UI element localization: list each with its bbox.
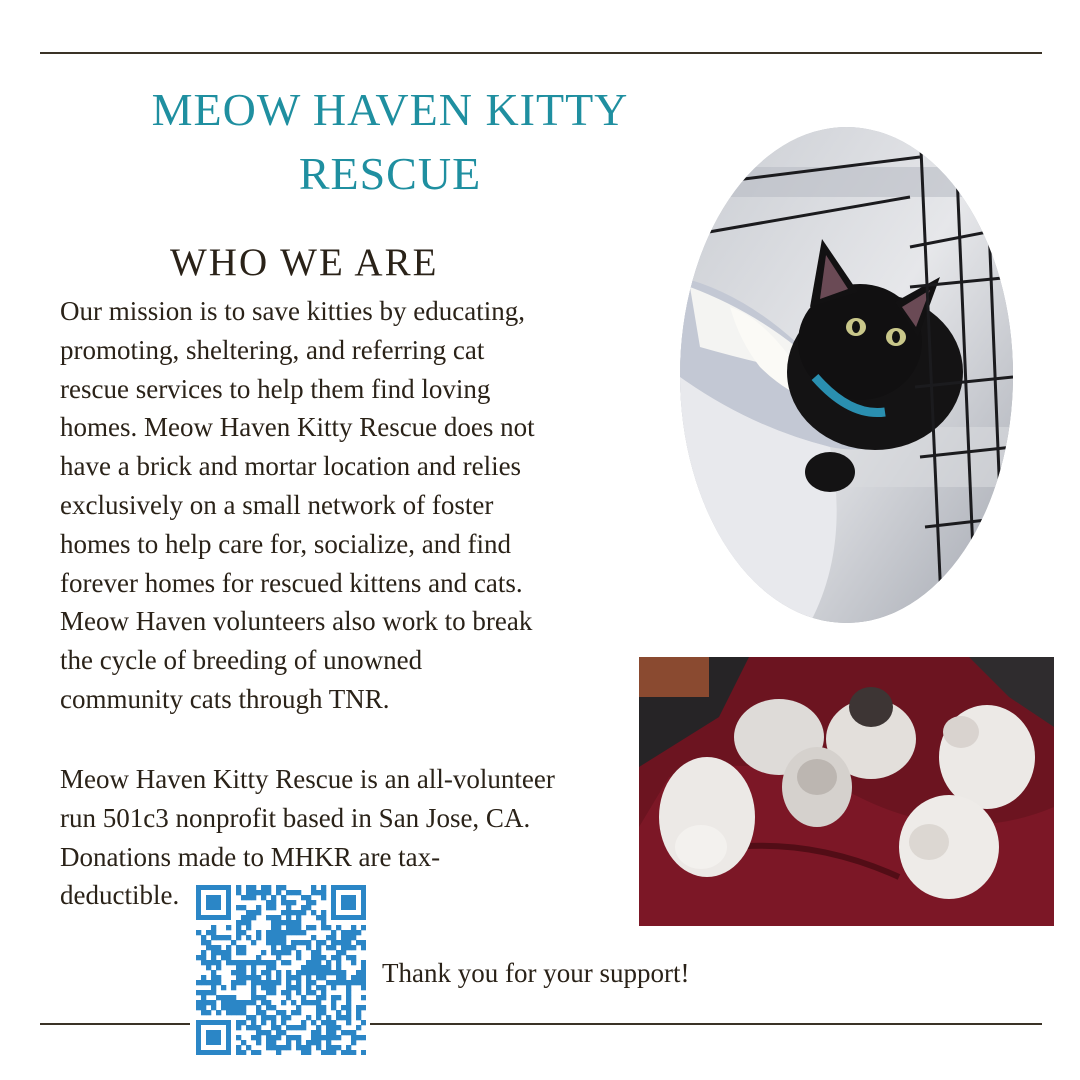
mission-line: rescue services to help them find loving (60, 373, 491, 404)
section-heading: WHO WE ARE (170, 241, 439, 284)
page-title: MEOW HAVEN KITTY RESCUE (151, 84, 629, 199)
mission-paragraph (60, 292, 620, 719)
white-kittens-photo (639, 657, 1054, 926)
bottom-rule-left (40, 1023, 190, 1025)
white-kittens-illustration (639, 657, 1054, 926)
nonprofit-line: Donations made to MHKR are tax- (60, 841, 441, 872)
qr-code-icon (196, 885, 366, 1055)
mission-line: homes. Meow Haven Kitty Rescue does not (60, 412, 535, 443)
top-rule (40, 52, 1042, 54)
mission-line: promoting, sheltering, and referring cat (60, 334, 485, 365)
bottom-rule-right (370, 1023, 1042, 1025)
mission-line: Meow Haven volunteers also work to break (60, 606, 533, 637)
black-kitten-illustration (680, 127, 1013, 623)
mission-line: Our mission is to save kitties by educating, (60, 296, 525, 326)
thank-you-text: Thank you for your support! (382, 958, 690, 988)
nonprofit-line: deductible. (60, 880, 180, 911)
mission-line: the cycle of breeding of unowned (60, 645, 423, 676)
mission-line: forever homes for rescued kittens and cats. (60, 567, 523, 598)
mission-line: homes to help care for, socialize, and find (60, 528, 511, 559)
black-kitten-photo (680, 127, 1013, 623)
nonprofit-line: Meow Haven Kitty Rescue is an all-volunteer (60, 764, 555, 794)
mission-line: community cats through TNR. (60, 683, 390, 714)
mission-line: exclusively on a small network of foster (60, 489, 494, 520)
qr-code[interactable] (196, 885, 366, 1055)
mission-line: have a brick and mortar location and relies (60, 451, 522, 482)
nonprofit-line: run 501c3 nonprofit based in San Jose, CA. (60, 802, 531, 833)
